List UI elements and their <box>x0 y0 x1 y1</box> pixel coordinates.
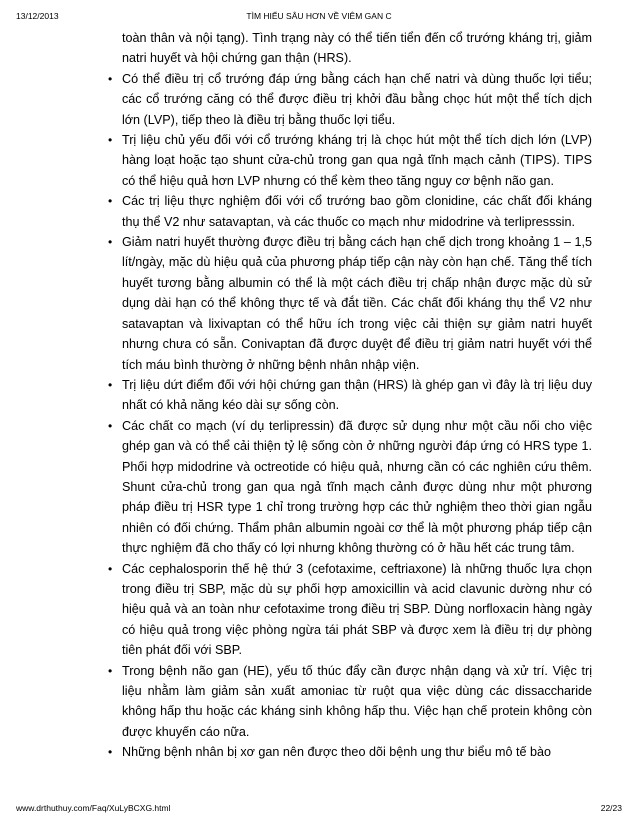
list-item-text: Trị liệu dứt điểm đối với hội chứng gan thận (HRS) là ghép gan vì đây là trị liệu duy nhất có khả năng kéo dài sự sống còn. <box>122 377 592 413</box>
bullet-icon: • <box>108 418 113 433</box>
list-item-text: Trong bệnh não gan (HE), yếu tố thúc đẩy cần được nhận dạng và xử trí. Việc trị liệu nhằm làm giảm sản xuất amoniac từ ruột qua việc dùng các dissaccharide không hấp thu hoặc các kháng sinh không hấp thu. Việc hạn chế protein không còn được khuyến cáo nữa. <box>122 663 592 739</box>
list-item-text: Có thể điều trị cổ trướng đáp ứng bằng cách hạn chế natri và dùng thuốc lợi tiểu; các cổ trướng căng có thể được điều trị khởi đầu bằng chọc hút một thể tích dịch lớn (LVP), tiếp theo là điều trị bằng thuốc lợi tiểu. <box>122 71 592 127</box>
list-item <box>100 232 592 375</box>
bullet-icon: • <box>108 71 113 86</box>
bullet-icon: • <box>108 194 113 209</box>
list-item <box>100 69 592 130</box>
bullet-icon: • <box>108 235 113 250</box>
bullet-icon: • <box>108 745 113 760</box>
list-item-text: Các chất co mạch (ví dụ terlipressin) đã được sử dụng như một cầu nối cho việc ghép gan và có thể cải thiện tỷ lệ sống còn ở những người đáp ứng có HRS type 1. Phối hợp midodrine và octreotide có hiệu quả, nhưng cần có các nghiên cứu thêm. Shunt cửa-chủ trong gan qua ngả tĩnh mạch cảnh được dùng như một phương pháp điều trị HSR type 1 chỉ trong trường hợp các thử nghiệm theo thời gian ngẫu nhiên có đối chứng. Thẩm phân albumin ngoài cơ thể là một phương pháp tiếp cận thực nghiệm đã cho thấy có lợi nhưng không thường có ở hầu hết các trung tâm. <box>122 418 592 556</box>
list-item <box>100 130 592 191</box>
bullet-icon: • <box>108 561 113 576</box>
header-title: TÌM HIỂU SÂU HƠN VỀ VIÊM GAN C <box>246 11 392 21</box>
list-item-text: Các cephalosporin thế hệ thứ 3 (cefotaxime, ceftriaxone) là những thuốc lựa chọn trong điều trị SBP, mặc dù sự phối hợp amoxicillin và acid clavunic dường như có hiệu quả và an toàn như cefotaxime trong điều trị SBP. Dùng norfloxacin hàng ngày có hiệu quả trong việc phòng ngừa tái phát SBP và được xem là điều trị dự phòng tiên phát đối với SBP. <box>122 561 592 658</box>
continuation-paragraph: toàn thân và nội tạng). Tình trạng này có thể tiến tiển đến cổ trướng kháng trị, giảm natri huyết và hội chứng gan thận (HRS). <box>122 31 592 66</box>
list-item <box>100 559 592 661</box>
list-item <box>100 191 592 232</box>
bullet-icon: • <box>108 663 113 678</box>
list-item-text: Các trị liệu thực nghiệm đối với cổ trướng bao gồm clonidine, các chất đối kháng thụ thể V2 như satavaptan, và các thuốc co mạch như midodrine và terlipresssin. <box>122 194 592 229</box>
bullet-list <box>100 69 592 763</box>
page-number: 22/23 <box>600 803 622 813</box>
list-item <box>100 375 592 416</box>
bullet-icon: • <box>108 377 113 392</box>
footer-url: www.drthuthuy.com/Faq/XuLyBCXG.html <box>16 803 171 813</box>
list-item <box>100 742 592 762</box>
document-body <box>100 28 592 763</box>
list-item-text: Những bệnh nhân bị xơ gan nên được theo dõi bệnh ung thư biểu mô tế bào <box>122 745 552 760</box>
list-item-text: Giảm natri huyết thường được điều trị bằng cách hạn chế dịch trong khoảng 1 – 1,5 lít/ngày, mặc dù hiệu quả của phương pháp tiếp cận này còn hạn chế. Tăng thể tích huyết tương bằng albumin có thể là một cách điều trị chấp nhận được mặc dù sử dụng dài hạn có thể không thực tế và đắt tiền. Các chất đối kháng thụ thể V2 như satavaptan và lixivaptan có thể hữu ích trong việc cải thiện sự giảm natri huyết nhưng chưa có sẵn. Conivaptan đã được duyệt để điều trị giảm natri huyết với thể tích máu bình thường ở những bệnh nhân nhập viện. <box>122 235 592 372</box>
bullet-icon: • <box>108 133 113 148</box>
header-date: 13/12/2013 <box>16 11 59 21</box>
list-item-text: Trị liệu chủ yếu đối với cổ trướng kháng trị là chọc hút một thể tích dịch lớn (LVP) hàng loạt hoặc tạo shunt cửa-chủ trong gan qua ngả tĩnh mạch cảnh (TIPS). TIPS có thể hiệu quả hơn LVP nhưng có thể kèm theo tăng nguy cơ bệnh não gan. <box>122 133 592 188</box>
list-item <box>100 661 592 743</box>
list-item <box>100 416 592 559</box>
